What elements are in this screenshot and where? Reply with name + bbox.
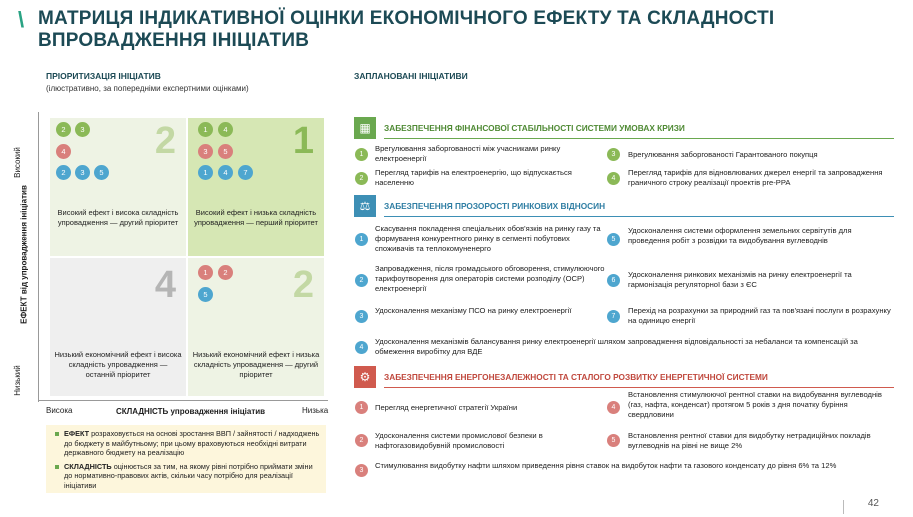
initiative-dot[interactable]: 4 <box>56 144 71 159</box>
complexity-note: СКЛАДНІСТЬ оцінюється за тим, на якому рівні потрібно приймати зміни до нормативно-правових актів, скільки часу потрібно для реалізації ініціативи <box>64 462 320 491</box>
y-axis-line <box>38 112 39 402</box>
initiative-dot[interactable]: 3 <box>75 165 90 180</box>
initiative-dot[interactable]: 5 <box>198 287 213 302</box>
section-title: ЗАБЕЗПЕЧЕННЯ ФІНАНСОВОЇ СТАБІЛЬНОСТІ СИСТЕМИ УМОВАХ КРИЗИ <box>384 123 685 133</box>
initiative-dot[interactable]: 3 <box>75 122 90 137</box>
section-divider <box>384 387 894 388</box>
initiative-dot[interactable]: 1 <box>198 122 213 137</box>
quadrant-low-effect-low-complexity <box>188 258 324 396</box>
initiative-item: Перегляд тарифів для відновлюваних джерел енергії та запровадження граничного строку реалізації проектів pre-PPA <box>628 168 883 187</box>
item-number: 4 <box>607 401 620 414</box>
initiative-dot[interactable]: 3 <box>198 144 213 159</box>
prioritization-heading: ПРІОРИТИЗАЦІЯ ІНІЦІАТИВ <box>46 71 161 81</box>
item-number: 6 <box>607 274 620 287</box>
initiative-dot[interactable]: 1 <box>198 265 213 280</box>
page-number: 42 <box>867 498 879 509</box>
initiative-item: Удосконалення системи оформлення земельних сервітутів для проведення робіт з розвідки та видобування вуглеводнів <box>628 226 852 245</box>
quadrant-description: Високий ефект і низька складність упровадження — перший пріоритет <box>194 208 318 227</box>
prioritization-subheading: (ілюстративно, за попередніми експертними оцінками) <box>46 84 249 93</box>
item-number: 2 <box>355 434 368 447</box>
x-axis-line <box>38 400 328 401</box>
item-number: 1 <box>355 148 368 161</box>
planned-initiatives-heading: ЗАПЛАНОВАНІ ІНІЦІАТИВИ <box>354 71 468 81</box>
y-axis-low: Низький <box>12 365 22 396</box>
section-market-transparency <box>354 195 894 217</box>
item-number: 1 <box>355 401 368 414</box>
title-accent: \ <box>18 7 25 32</box>
item-number: 2 <box>355 274 368 287</box>
initiative-item: Перехід на розрахунки за природний газ та пов'язані послуги в розрахунку на одиницю енергії <box>628 306 891 325</box>
initiative-item: Удосконалення ринкових механізмів на ринку електроенергії та гармонізація регуляторної бази з ЄС <box>628 270 852 289</box>
item-number: 2 <box>355 172 368 185</box>
initiative-dot[interactable]: 1 <box>198 165 213 180</box>
item-number: 3 <box>355 310 368 323</box>
quadrant-number: 2 <box>292 264 314 306</box>
quadrant-description: Низький економічний ефект і низька складність упровадження — другий пріоритет <box>192 350 320 379</box>
initiative-item: Встановлення рентної ставки для видобутку нетрадиційних покладів вуглеводнів на рівні не вище 2% <box>628 431 871 450</box>
initiative-dot[interactable]: 7 <box>238 165 253 180</box>
quadrant-number: 1 <box>292 120 314 162</box>
initiative-item: Перегляд енергетичної стратегії України <box>375 403 518 412</box>
y-axis-high: Високий <box>12 147 22 178</box>
section-title: ЗАБЕЗПЕЧЕННЯ ПРОЗОРОСТІ РИНКОВИХ ВІДНОСИН <box>384 201 606 211</box>
quadrant-low-effect-high-complexity <box>50 258 186 396</box>
quadrant-description: Низький економічний ефект і висока складність упровадження — останній пріоритет <box>54 350 182 379</box>
quadrant-high-effect-high-complexity <box>50 118 186 256</box>
page-number-divider <box>843 500 844 514</box>
gears-icon: ⚙ <box>354 366 376 388</box>
section-financial-stability <box>354 117 894 139</box>
section-divider <box>384 138 894 139</box>
item-number: 3 <box>607 148 620 161</box>
initiative-item: Стимулювання видобутку нафти шляхом приведення рівня ставок на видобуток нафти та газового конденсату до рівня 6% та 12% <box>375 461 837 470</box>
item-number: 5 <box>607 233 620 246</box>
initiative-item: Удосконалення механізму ПСО на ринку електроенергії <box>375 306 572 315</box>
item-number: 1 <box>355 233 368 246</box>
initiative-item: Скасування покладення спеціальних обов'язків на ринку газу та формування конкурентного ринку в сегменті побутових споживачів та теплокомуненерго <box>375 224 601 253</box>
item-number: 7 <box>607 310 620 323</box>
y-axis <box>12 147 29 400</box>
initiative-item: Удосконалення механізмів балансування ринку електроенергії шляхом запровадження відповідальності за небаланси та компенсацій за обмеження виробітку для ВДЕ <box>375 337 858 356</box>
section-divider <box>384 216 894 217</box>
item-number: 3 <box>355 464 368 477</box>
initiative-item: Перегляд тарифів на електроенергію, що відпускається населенню <box>375 168 572 187</box>
initiative-dot[interactable]: 2 <box>218 265 233 280</box>
initiative-dot[interactable]: 4 <box>218 165 233 180</box>
section-energy-independence <box>354 366 894 388</box>
initiative-dot[interactable]: 5 <box>218 144 233 159</box>
item-number: 4 <box>355 341 368 354</box>
initiative-item: Запровадження, після громадського обговорення, стимулюючого тарифоутворення для операторів системи розподілу (ОСР) електроенергії <box>375 264 605 293</box>
item-number: 4 <box>607 172 620 185</box>
quadrant-high-effect-low-complexity <box>188 118 324 256</box>
initiative-item: Удосконалення системи промислової безпеки в нафтогазовидобувній промисловості <box>375 431 543 450</box>
initiative-item: Врегулювання заборгованості Гарантованого покупця <box>628 150 818 159</box>
quadrant-description: Високий ефект і висока складність упровадження — другий пріоритет <box>57 208 179 227</box>
y-axis-label: ЕФЕКТ від упровадження ініціатив <box>19 185 29 324</box>
calculator-icon: ▦ <box>354 117 376 139</box>
methodology-note <box>46 425 326 493</box>
initiative-dot[interactable]: 2 <box>56 122 71 137</box>
quadrant-number: 2 <box>154 120 176 162</box>
initiative-dot[interactable]: 2 <box>56 165 71 180</box>
page-title: МАТРИЦЯ ІНДИКАТИВНОЇ ОЦІНКИ ЕКОНОМІЧНОГО ЕФЕКТУ ТА СКЛАДНОСТІ ВПРОВАДЖЕННЯ ІНІЦІАТИВ <box>38 8 775 51</box>
section-title: ЗАБЕЗПЕЧЕННЯ ЕНЕРГОНЕЗАЛЕЖНОСТІ ТА СТАЛОГО РОЗВИТКУ ЕНЕРГЕТИЧНОЇ СИСТЕМИ <box>384 372 768 382</box>
x-axis-low: Низька <box>302 406 329 415</box>
initiative-dot[interactable]: 5 <box>94 165 109 180</box>
initiative-item: Встановлення стимулюючої рентної ставки на видобування вуглеводнів (газ, нафта, конденсат) протягом 5 років з дня початку буріння свердловини <box>628 390 882 419</box>
quadrant-number: 4 <box>154 264 176 306</box>
x-axis-label: СКЛАДНІСТЬ упровадження ініціатив <box>116 407 266 416</box>
item-number: 5 <box>607 434 620 447</box>
initiative-dot[interactable]: 4 <box>218 122 233 137</box>
effect-note: ЕФЕКТ розраховується на основі зростання ВВП / зайнятості / надходжень до бюджету в майбутньому; при цьому враховуються необхідні витрати державного бюджету на реалізацію <box>64 429 320 458</box>
scales-icon: ⚖ <box>354 195 376 217</box>
x-axis-high: Висока <box>46 406 73 415</box>
initiative-item: Врегулювання заборгованості між учасниками ринку електроенергії <box>375 144 561 163</box>
